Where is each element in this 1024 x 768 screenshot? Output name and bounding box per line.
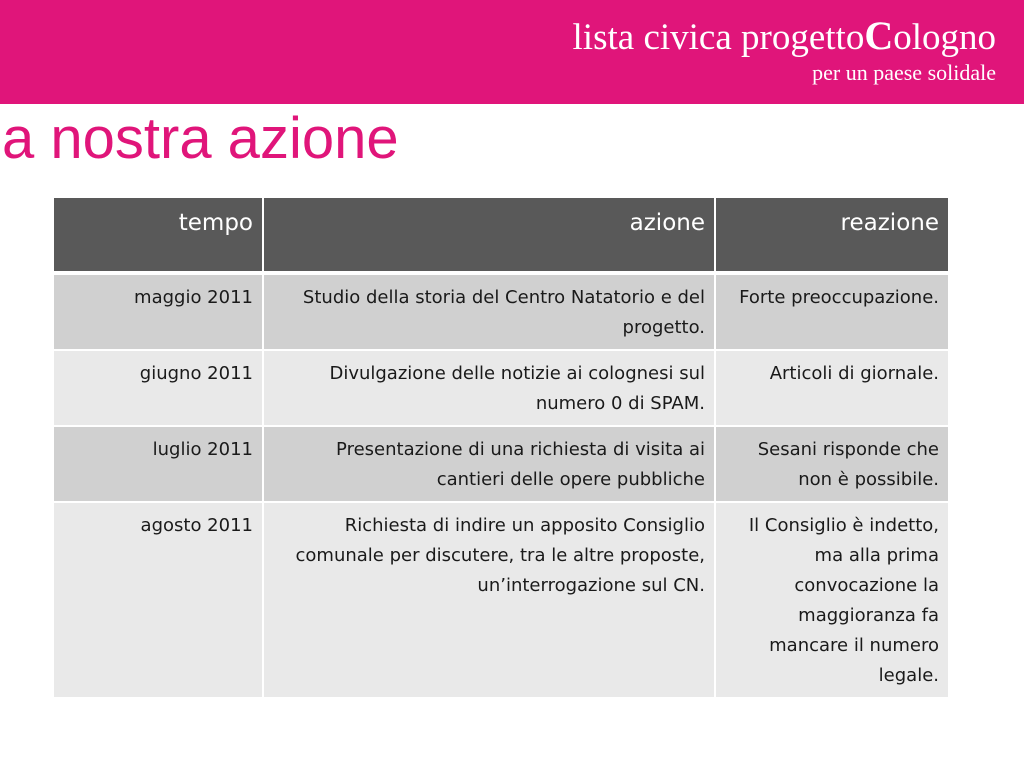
cell-tempo: luglio 2011 xyxy=(53,426,263,502)
action-table xyxy=(52,196,950,699)
cell-reazione: Forte preoccupazione. xyxy=(715,273,949,350)
cell-reazione: Articoli di giornale. xyxy=(715,350,949,426)
table-row xyxy=(53,426,949,502)
cell-reazione: Il Consiglio è indetto, ma alla prima convocazione la maggioranza fa mancare il numero legale. xyxy=(715,502,949,698)
cell-tempo: giugno 2011 xyxy=(53,350,263,426)
header-band xyxy=(0,0,1024,104)
table-header-row xyxy=(53,197,949,273)
cell-azione: Presentazione di una richiesta di visita ai cantieri delle opere pubbliche xyxy=(263,426,715,502)
brand-tagline: per un paese solidale xyxy=(812,60,996,85)
cell-azione: Divulgazione delle notizie ai colognesi sul numero 0 di SPAM. xyxy=(263,350,715,426)
column-header-reazione: reazione xyxy=(715,197,949,273)
cell-azione: Studio della storia del Centro Natatorio e del progetto. xyxy=(263,273,715,350)
brand-prefix: lista civica progetto xyxy=(572,17,865,58)
cell-tempo: maggio 2011 xyxy=(53,273,263,350)
cell-tempo: agosto 2011 xyxy=(53,502,263,698)
table-row xyxy=(53,350,949,426)
brand-name xyxy=(573,12,996,59)
cell-azione: Richiesta di indire un apposito Consiglio comunale per discutere, tra le altre proposte, un’interrogazione sul CN. xyxy=(263,502,715,698)
cell-reazione: Sesani risponde che non è possibile. xyxy=(715,426,949,502)
brand-initial: C xyxy=(864,13,894,58)
table-row xyxy=(53,273,949,350)
table-row xyxy=(53,502,949,698)
column-header-azione: azione xyxy=(263,197,715,273)
slide-title: a nostra azione xyxy=(2,106,399,171)
brand-suffix: ologno xyxy=(893,17,996,58)
column-header-tempo: tempo xyxy=(53,197,263,273)
